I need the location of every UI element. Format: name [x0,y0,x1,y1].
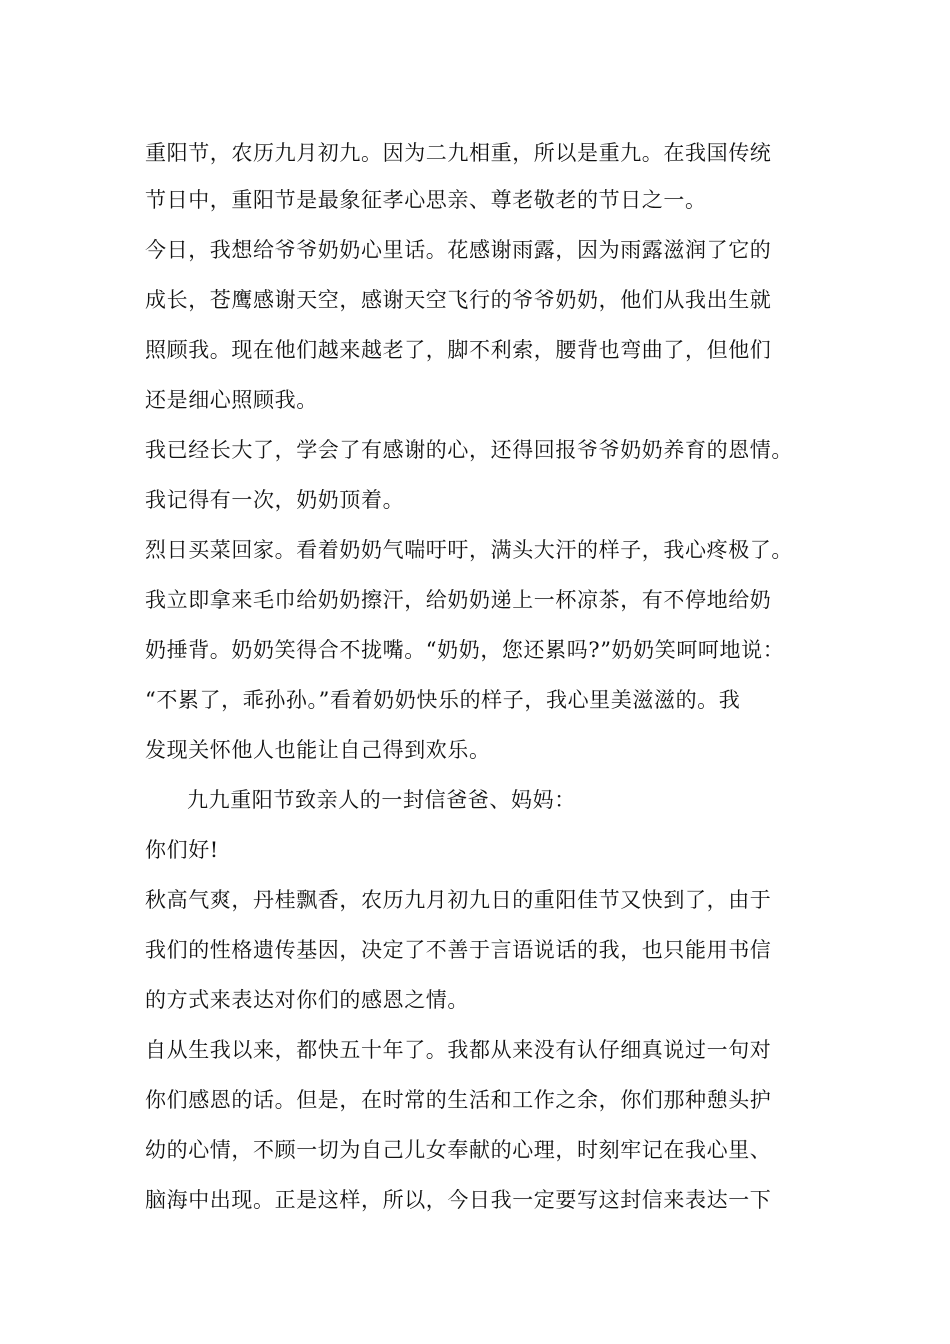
text-line: “不累了，乖孙孙。”看着奶奶快乐的样子，我心里美滋滋的。我 [145,688,741,712]
text-line: 的方式来表达对你们的感恩之情。 [145,988,469,1012]
text-line: 照顾我。现在他们越来越老了，脚不利索，腰背也弯曲了，但他们 [145,338,772,362]
text-line: 还是细心照顾我。 [145,388,318,412]
text-line: 奶捶背。奶奶笑得合不拢嘴。“奶奶，您还累吗?”奶奶笑呵呵地说： [145,638,785,662]
text-line: 烈日买菜回家。看着奶奶气喘吁吁，满头大汗的样子，我心疼极了。 [145,538,793,562]
text-line: 节日中，重阳节是最象征孝心思亲、尊老敬老的节日之一。 [145,188,707,212]
text-line: 自从生我以来，都快五十年了。我都从来没有认仔细真说过一句对 [145,1038,772,1062]
text-line: 我立即拿来毛巾给奶奶擦汗，给奶奶递上一杯凉茶，有不停地给奶 [145,588,772,612]
text-line: 脑海中出现。正是这样，所以，今日我一定要写这封信来表达一下 [145,1188,772,1212]
text-line: 我已经长大了，学会了有感谢的心，还得回报爷爷奶奶养育的恩情。 [145,438,793,462]
text-line: 成长，苍鹰感谢天空，感谢天空飞行的爷爷奶奶，他们从我出生就 [145,288,772,312]
text-line: 重阳节，农历九月初九。因为二九相重，所以是重九。在我国传统 [145,141,772,165]
text-line: 今日，我想给爷爷奶奶心里话。花感谢雨露，因为雨露滋润了它的 [145,238,772,262]
text-line: 你们感恩的话。但是，在时常的生活和工作之余，你们那种憩头护 [145,1088,772,1112]
letter-greeting: 你们好! [145,838,219,862]
text-line: 发现关怀他人也能让自己得到欢乐。 [145,738,491,762]
text-line: 秋高气爽，丹桂飘香，农历九月初九日的重阳佳节又快到了，由于 [145,888,772,912]
text-line: 幼的心情，不顾一切为自己儿女奉献的心理，时刻牢记在我心里、 [145,1138,772,1162]
letter-heading: 九九重阳节致亲人的一封信爸爸、妈妈： [187,788,576,812]
text-line: 我记得有一次，奶奶顶着。 [145,488,405,512]
text-line: 我们的性格遗传基因，决定了不善于言语说话的我，也只能用书信 [145,938,772,962]
